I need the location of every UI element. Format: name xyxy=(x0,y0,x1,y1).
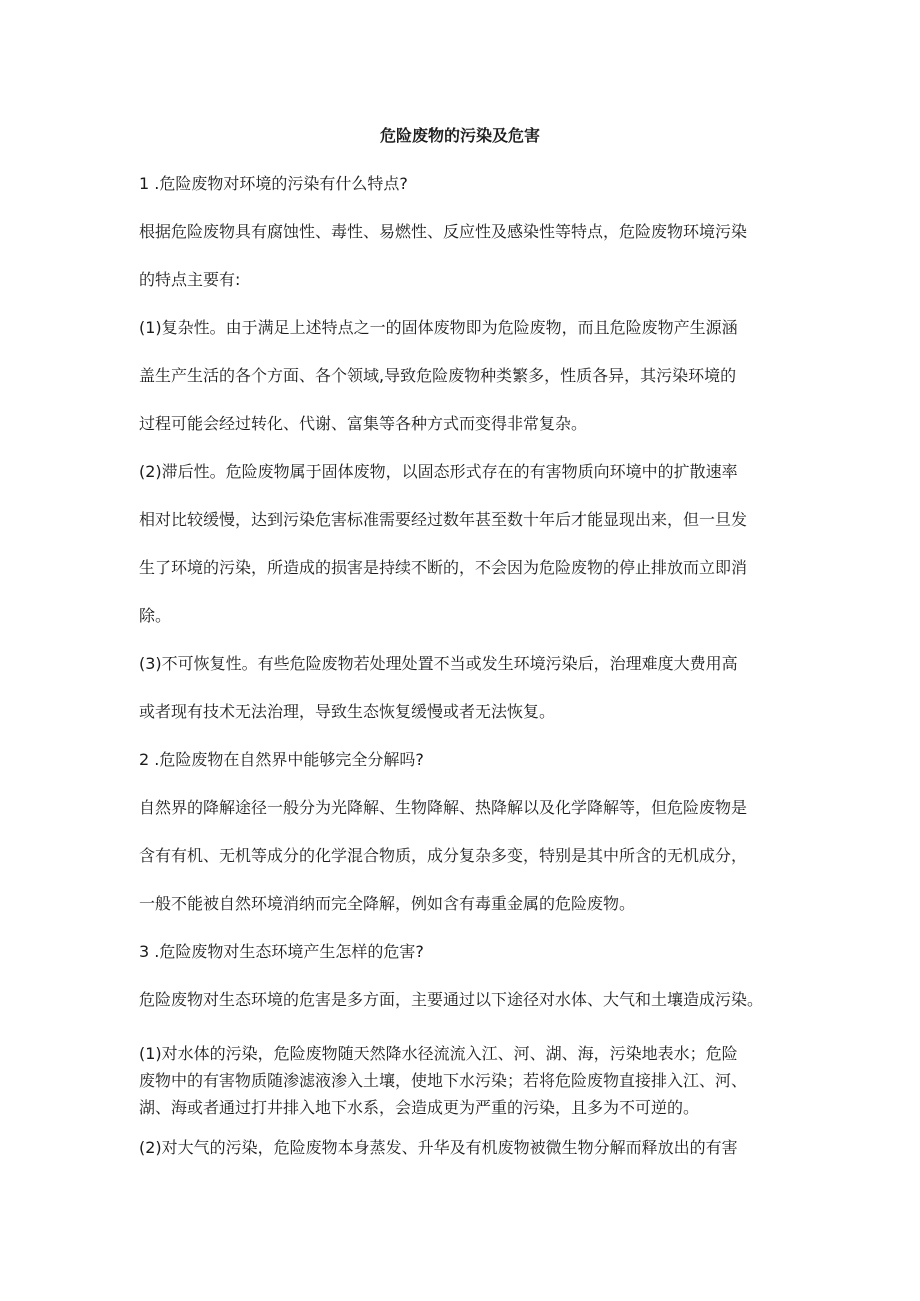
paragraph-line: (2)滞后性。危险废物属于固体废物，以固态形式存在的有害物质向环境中的扩散速率 xyxy=(139,462,738,481)
paragraph-line: 自然界的降解途径一般分为光降解、生物降解、热降解以及化学降解等，但危险废物是 xyxy=(139,798,748,817)
paragraph-line: 湖、海或者通过打井排入地下水系，会造成更为严重的污染，且多为不可逆的。 xyxy=(139,1098,700,1117)
paragraph-line: (1)对水体的污染，危险废物随天然降水径流流入江、河、湖、海，污染地表水；危险 xyxy=(139,1044,738,1063)
paragraph-line: 一般不能被自然环境消纳而完全降解，例如含有毒重金属的危险废物。 xyxy=(139,894,636,913)
paragraph-line: 或者现有技术无法治理，导致生态恢复缓慢或者无法恢复。 xyxy=(139,702,556,721)
question-2-heading: 2 .危险废物在自然界中能够完全分解吗? xyxy=(139,750,424,769)
paragraph-line: (1)复杂性。由于满足上述特点之一的固体废物即为危险废物，而且危险废物产生源涵 xyxy=(139,318,738,337)
question-3-heading: 3 .危险废物对生态环境产生怎样的危害? xyxy=(139,942,424,961)
paragraph-line: 过程可能会经过转化、代谢、富集等各种方式而变得非常复杂。 xyxy=(139,414,588,433)
paragraph-line: 的特点主要有: xyxy=(139,270,241,289)
paragraph-line: 生了环境的污染，所造成的损害是持续不断的，不会因为危险废物的停止排放而立即消 xyxy=(139,558,748,577)
paragraph-line: 相对比较缓慢，达到污染危害标准需要经过数年甚至数十年后才能显现出来，但一旦发 xyxy=(139,510,748,529)
paragraph-line: 盖生产生活的各个方面、各个领域,导致危险废物种类繁多，性质各异，其污染环境的 xyxy=(139,366,737,385)
paragraph-line: (3)不可恢复性。有些危险废物若处理处置不当或发生环境污染后，治理难度大费用高 xyxy=(139,654,738,673)
paragraph-line: 废物中的有害物质随渗滤液渗入土壤，使地下水污染；若将危险废物直接排入江、河、 xyxy=(139,1071,748,1090)
question-1-heading: 1 .危险废物对环境的污染有什么特点? xyxy=(139,174,408,193)
paragraph-line: 含有有机、无机等成分的化学混合物质，成分复杂多变，特别是其中所含的无机成分， xyxy=(139,846,748,865)
paragraph-line: (2)对大气的污染，危险废物本身蒸发、升华及有机废物被微生物分解而释放出的有害 xyxy=(139,1138,738,1157)
paragraph-line: 危险废物对生态环境的危害是多方面，主要通过以下途径对水体、大气和土壤造成污染。 xyxy=(139,990,764,1009)
document-title: 危险废物的污染及危害 xyxy=(379,126,540,145)
paragraph-line: 除。 xyxy=(139,606,172,625)
paragraph-line: 根据危险废物具有腐蚀性、毒性、易燃性、反应性及感染性等特点，危险废物环境污染 xyxy=(139,222,748,241)
